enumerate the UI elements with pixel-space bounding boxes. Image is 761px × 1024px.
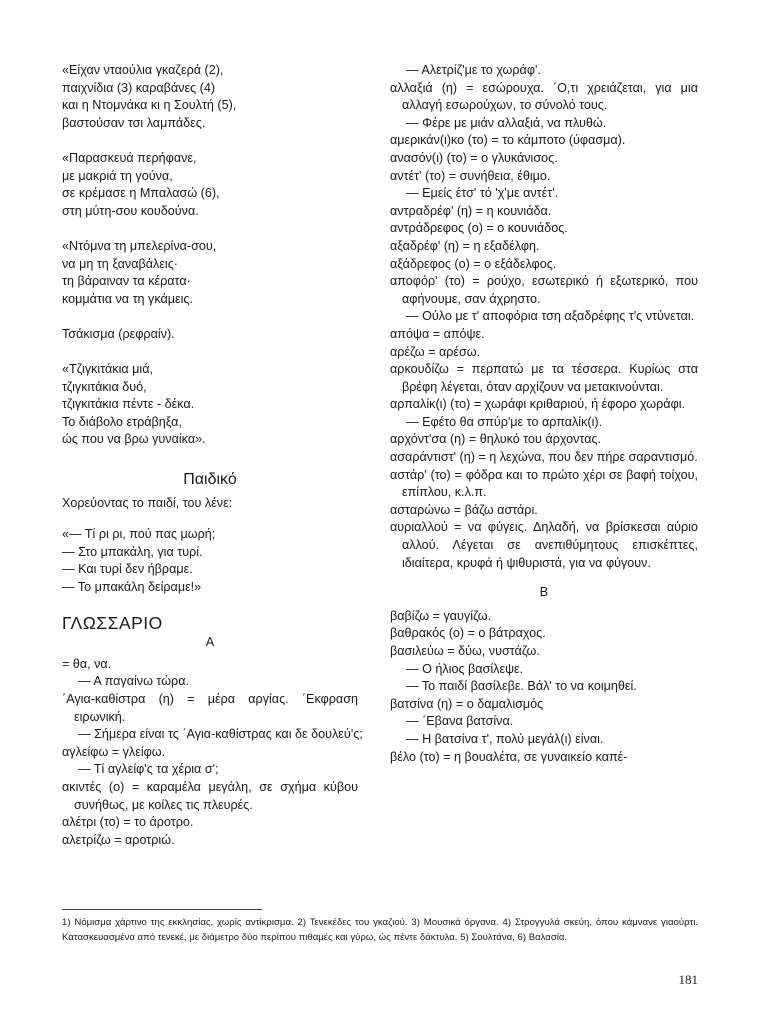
glossary-example: — Ούλο με τ' αποφόρια τση αξαδρέφης τ'ς ντύνεται. — [406, 309, 695, 324]
glossary-entry: αντράδρεφος (ο) = ο κουνιάδος. — [390, 221, 568, 236]
glossary-entry: αλέτρι (το) = το άροτρο. — [62, 815, 194, 830]
footnote-divider — [62, 909, 262, 910]
glossary-entry: αρχόντ'σα (η) = θηλυκό του άρχοντας. — [390, 432, 602, 447]
glossary-entry: αποφόρ' (το) = ρούχο, εσωτερικό ή εξωτερικό, που αφήνουμε, σαν άχρηστο. — [390, 274, 698, 306]
glossary-entry: ασαράντιστ' (η) = η λεχώνα, που δεν πήρε σαραντισμό. — [390, 450, 698, 465]
glossary-entry: αγλείφω = γλείφω. — [62, 744, 166, 759]
glossary-letter-b: Β — [539, 585, 549, 600]
poem-line: τζιγκιτάκια δυό, — [62, 379, 147, 394]
glossary-entries-right-a — [390, 62, 698, 572]
paidiko-verses — [62, 526, 358, 596]
poem-line: «Είχαν νταούλια γκαζερά (2), — [62, 63, 224, 77]
glossary-example: — Φέρε με μιάν αλλαξιά, να πλυθώ. — [406, 115, 607, 130]
glossary-entry: βασιλεύω = δύω, νυστάζω. — [390, 644, 540, 658]
glossary-entry: βατσίνα (η) = ο δαμαλισμός — [390, 696, 544, 711]
glossary-entry: αυριαλλού = να φύγεις. Δηλαδή, να βρίσκεσαι αύριο αλλού. Λέγεται σε ανεπιθύμητους επισκέπτες, ιδιαίτερα, κρυφά ή ψιθυριστά, για να φύγουν. — [390, 520, 698, 570]
glossary-entries-left — [62, 656, 363, 850]
poem-line: «Παρασκευά περήφανε, — [62, 150, 197, 165]
glossary-entry: βαθρακός (ο) = ο βάτραχος. — [390, 626, 546, 641]
poem-line: βαστούσαν τσι λαμπάδες. — [62, 115, 206, 130]
poem-line: με μακριά τη γούνα, — [62, 168, 173, 183]
poem-line: να μη τη ξαναβάλεις· — [62, 256, 178, 271]
glossary-entry: απόψα = απόψε. — [390, 326, 485, 341]
glossary-example: — Τί αγλείφ'ς τα χέρια σ'; — [78, 762, 219, 777]
poem-stanza-3 — [62, 238, 358, 308]
glossary-entries-right-b — [390, 608, 698, 766]
verse-line: — Και τυρί δεν ήβραμε. — [62, 562, 193, 577]
glossary-entry: αστάρ' (το) = φόδρα και το πρώτο χέρι σε βαφή τοίχου, επίπλου, κ.λ.π. — [390, 467, 698, 500]
glossary-entry: αρκουδίζω = περπατώ με τα τέσσερα. Κυρίως στα βρέφη λέγεται, όταν αρχίζουν να μετακινούνται. — [390, 362, 698, 394]
glossary-example: — Α παγαίνω τώρα. — [78, 674, 189, 689]
glossary-entry: ανασόν(ι) (το) = ο γλυκάνισος. — [390, 150, 558, 165]
glossary-example: — Το παιδί βασίλεβε. Βάλ' το να κοιμηθεί. — [406, 679, 637, 694]
glossary-entry: ακιντές (ο) = καραμέλα μεγάλη, σε σχήμα κύβου συνήθως, με κοίλες τις πλευρές. — [62, 779, 358, 812]
poem-line: «Ντόμνα τη μπελερίνα-σου, — [62, 238, 217, 253]
poem-line: ώς που να βρω γυναίκα». — [62, 432, 206, 447]
left-column — [62, 62, 363, 849]
glossary-entry: = θα, να. — [62, 656, 112, 671]
glossary-example: — Σήμερα είναι τς ΄Αγια-καθίστρας και δε δουλεύ'ς; — [78, 727, 363, 742]
paidiko-heading: Παιδικό — [183, 471, 237, 489]
glossary-letter-a: Α — [205, 635, 215, 650]
page-number: 181 — [678, 972, 698, 987]
refrain-label: Τσάκισμα (ρεφραίν). — [62, 326, 175, 341]
poem-line: σε κρέμασε η Μπαλασώ (6), — [62, 186, 220, 201]
verse-line: «— Τί ρι ρι, πού πας μωρή; — [62, 527, 216, 542]
poem-stanza-1 — [62, 62, 358, 132]
glossary-entry: βέλο (το) = η βουαλέτα, σε γυναικείο καπέ- — [390, 749, 628, 764]
poem-stanza-4 — [62, 361, 358, 449]
glossary-example: — Η βατσίνα τ', πολύ μεγάλ(ι) είναι. — [406, 731, 604, 746]
poem-stanza-2 — [62, 150, 358, 220]
glossary-title: ΓΛΩΣΣΑΡΙΟ — [62, 612, 163, 633]
verse-line: — Το μπακάλη δείραμε!» — [62, 580, 202, 595]
glossary-entry: αλετρίζω = αροτριώ. — [62, 832, 175, 847]
glossary-example: — Ο ήλιος βασίλεψε. — [406, 661, 524, 676]
glossary-entry: ασταρώνω = βάζω αστάρι. — [390, 502, 538, 517]
poem-line: «Τζιγκιτάκια μιά, — [62, 362, 153, 377]
poem-line: παιχνίδια (3) καραβάνες (4) — [62, 80, 216, 95]
poem-line: τζιγκιτάκια πέντε - δέκα. — [62, 397, 195, 412]
glossary-entry: αλλαξιά (η) = εσώρουχα. ΄Ο,τι χρειάζεται, για μια αλλαγή εσωρούχων, το σύνολό τους. — [390, 80, 698, 113]
verse-line: — Στο μπακάλη, για τυρί. — [62, 544, 203, 559]
paidiko-intro: Χορεύοντας το παιδί, του λένε: — [62, 495, 233, 510]
poem-line: και η Ντομνάκα κι η Σουλτή (5), — [62, 98, 237, 113]
poem-line: στη μύτη-σου κουδούνα. — [62, 203, 199, 218]
poem-line: κομμάτια να τη γκάμεις. — [62, 291, 194, 306]
glossary-example: — Εφέτο θα σπύρ'με το αρπαλίκ(ι). — [406, 414, 603, 429]
right-column — [390, 62, 698, 766]
glossary-entry: βαβίζω = γαυγίζω. — [390, 608, 492, 623]
glossary-entry: αρπαλίκ(ι) (το) = χωράφι κριθαριού, ή έφορο χωράφι. — [390, 397, 686, 412]
glossary-example: — Αλετρίζ'με το χωράφ'. — [406, 63, 541, 77]
glossary-example: — ΄Εβανα βατσίνα. — [406, 714, 514, 729]
glossary-entry: αντραδρέφ' (η) = η κουνιάδα. — [390, 203, 552, 218]
glossary-entry: αμερικάν(ι)κο (το) = το κάμποτο (ύφασμα). — [390, 133, 626, 148]
glossary-entry: αξάδρεφος (ο) = ο εξάδελφος. — [390, 256, 557, 271]
glossary-entry: αρέζω = αρέσω. — [390, 344, 481, 359]
glossary-entry: αξαδρέφ' (η) = η εξαδέλφη. — [390, 238, 540, 253]
poem-line: Το διάβολο ετράβηξα, — [62, 414, 182, 429]
poem-line: τη βάραιναν τα κέρατα· — [62, 274, 191, 289]
glossary-entry: ΄Αγια-καθίστρα (η) = μέρα αργίας. ΄Εκφραση ειρωνική. — [62, 692, 358, 724]
glossary-example: — Εμείς έτσ' τό 'χ'με αντέτ'. — [406, 186, 559, 201]
footnotes: 1) Νόμισμα χάρτινο της εκκλησίας, χωρίς αντίκρισμα. 2) Τενεκέδες του γκαζιού. 3) Μουσικά όργανα. 4) Στρογγυλά σκεύη, όπου κάμνανε γιαούρτι. Κατασκευασμένα από τενεκέ, με διάμετρο δύο περίπου πιθαμές και γύρω, ώς πέντε δάκτυλα. 5) Σουλτάνα, 6) Βαλασία. — [62, 917, 698, 943]
glossary-entry: αντέτ' (το) = συνήθεια, έθιμο. — [390, 168, 551, 183]
